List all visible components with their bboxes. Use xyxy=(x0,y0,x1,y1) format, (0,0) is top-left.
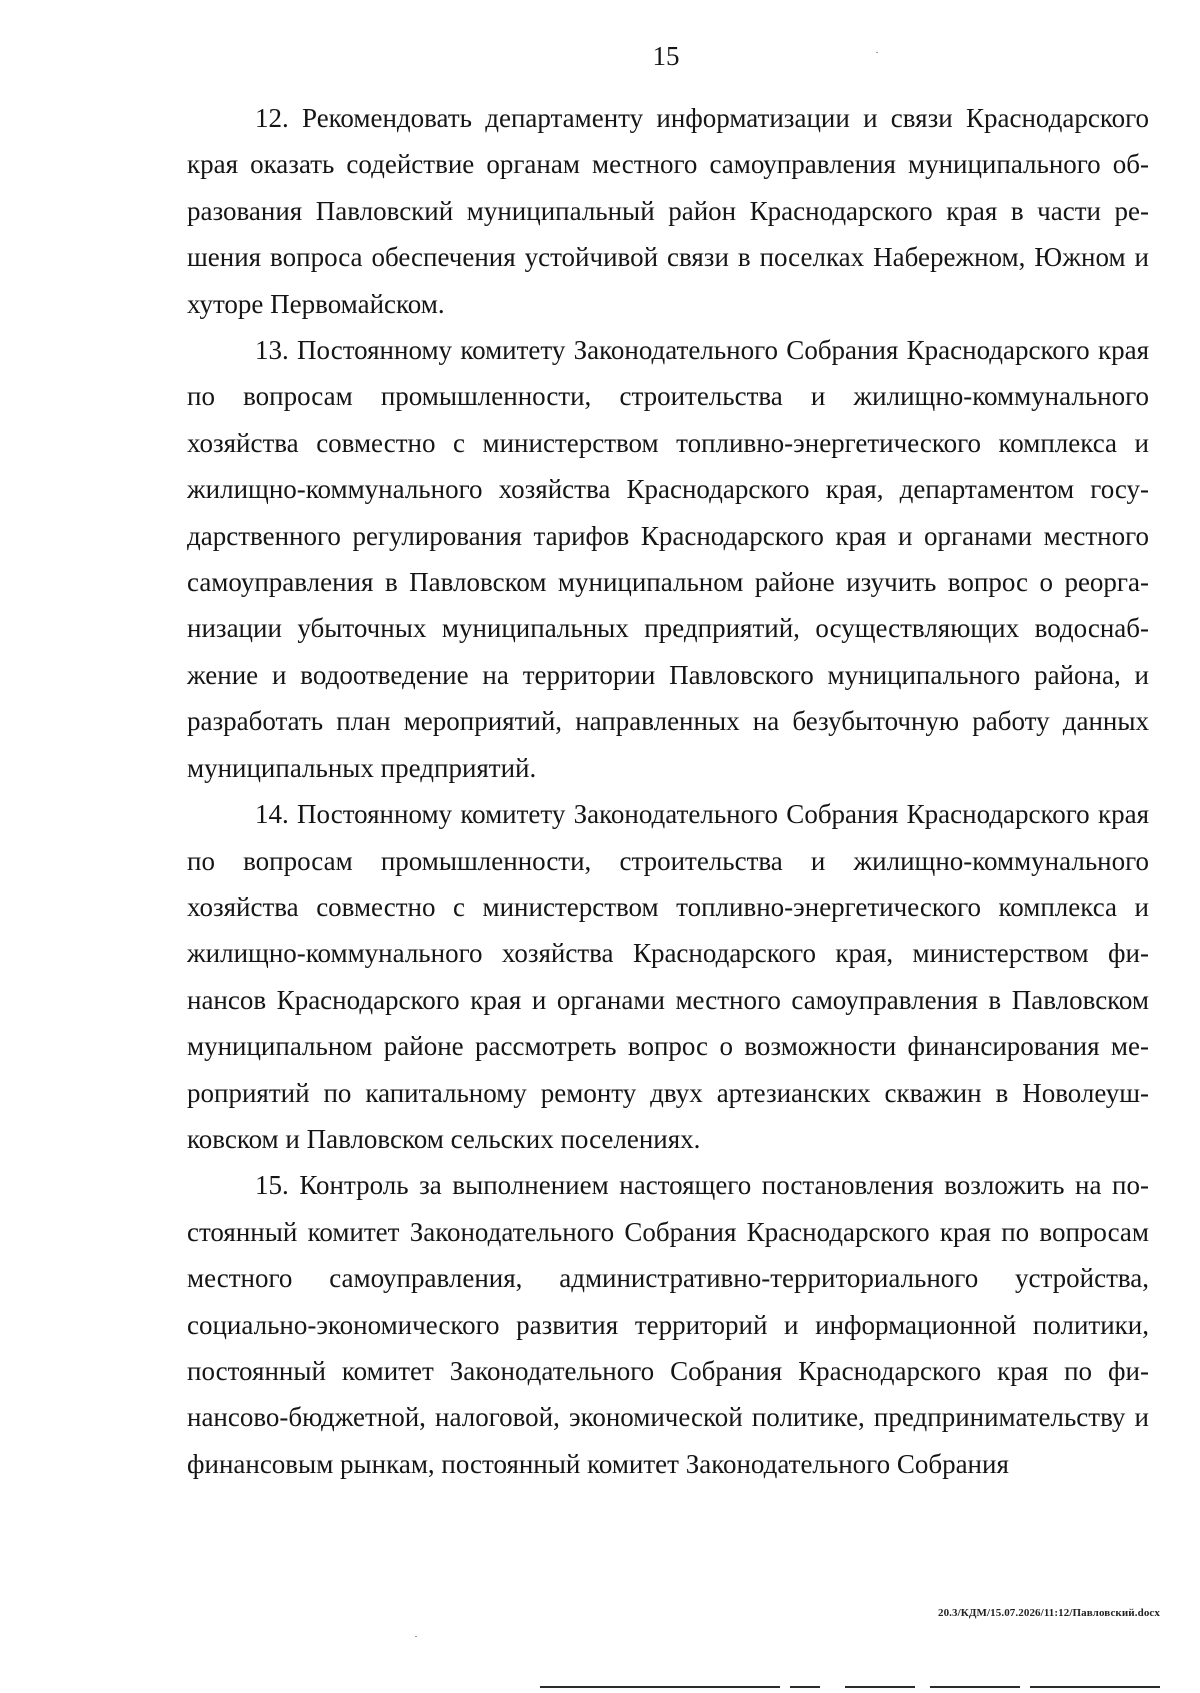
paragraph-14: 14. Постоянному комитету Законодательного Собрания Краснодарского края по вопросам промышленности, строительства и жилищно-коммунального хозяйства совместно с министерством топливно-энергетического комплекса и жилищно-коммунального хозяйства Краснодарского края, министерством финансов Краснодарского края и органами местного самоуправления в Павловском муниципальном районе рассмотреть вопрос о возможности финансирования мероприятий по капитальному ремонту двух артезианских скважин в Новолеушковском и Павловском сельских поселениях. xyxy=(187,799,1149,1154)
scan-edge-line xyxy=(930,1686,1020,1688)
scan-edge-line xyxy=(540,1686,780,1688)
scan-speck xyxy=(876,52,878,53)
scan-edge-line xyxy=(845,1686,915,1688)
paragraph-13: 13. Постоянному комитету Законодательного Собрания Краснодарского края по вопросам промышленности, строительства и жилищно-коммунального хозяйства совместно с министерством топливно-энергетического комплекса и жилищно-коммунального хозяйства Краснодарского края, департаментом государственного регулирования тарифов Краснодарского края и органами местного самоуправления в Павловском муниципальном районе изучить вопрос о реорганизации убыточных муниципальных предприятий, осуществляющих водоснабжение и водоотведение на территории Павловского муниципального района, и разработать план мероприятий, направленных на безубыточную работу данных муниципальных предприятий. xyxy=(187,335,1149,783)
paragraph-15: 15. Контроль за выполнением настоящего постановления возложить на постоянный комитет Законодательного Собрания Краснодарского края по вопросам местного самоуправления, административно-территориального устройства, социально-экономического развития территорий и информационной политики, постоянный комитет Законодательного Собрания Краснодарского края по финансово-бюджетной, налоговой, экономической политике, предпринимательству и финансовым рынкам, постоянный комитет Законодательного Собрания xyxy=(187,1170,1149,1479)
scan-speck xyxy=(415,1636,417,1637)
scan-edge-line xyxy=(1030,1686,1160,1688)
page-number: 15 xyxy=(652,41,680,71)
paragraph-12: 12. Рекомендовать департаменту информатизации и связи Краснодарского края оказать содействие органам местного самоуправления муниципального образования Павловский муниципальный район Краснодарского края в части решения вопроса обеспечения устойчивой связи в поселках Набережном, Южном и хуторе Первомайском. xyxy=(187,103,1149,319)
scan-edge-line xyxy=(790,1686,820,1688)
file-reference-footer: 20.3/КДМ/15.07.2026/11:12/Павловский.docx xyxy=(937,1607,1160,1619)
document-body xyxy=(187,95,1149,1487)
